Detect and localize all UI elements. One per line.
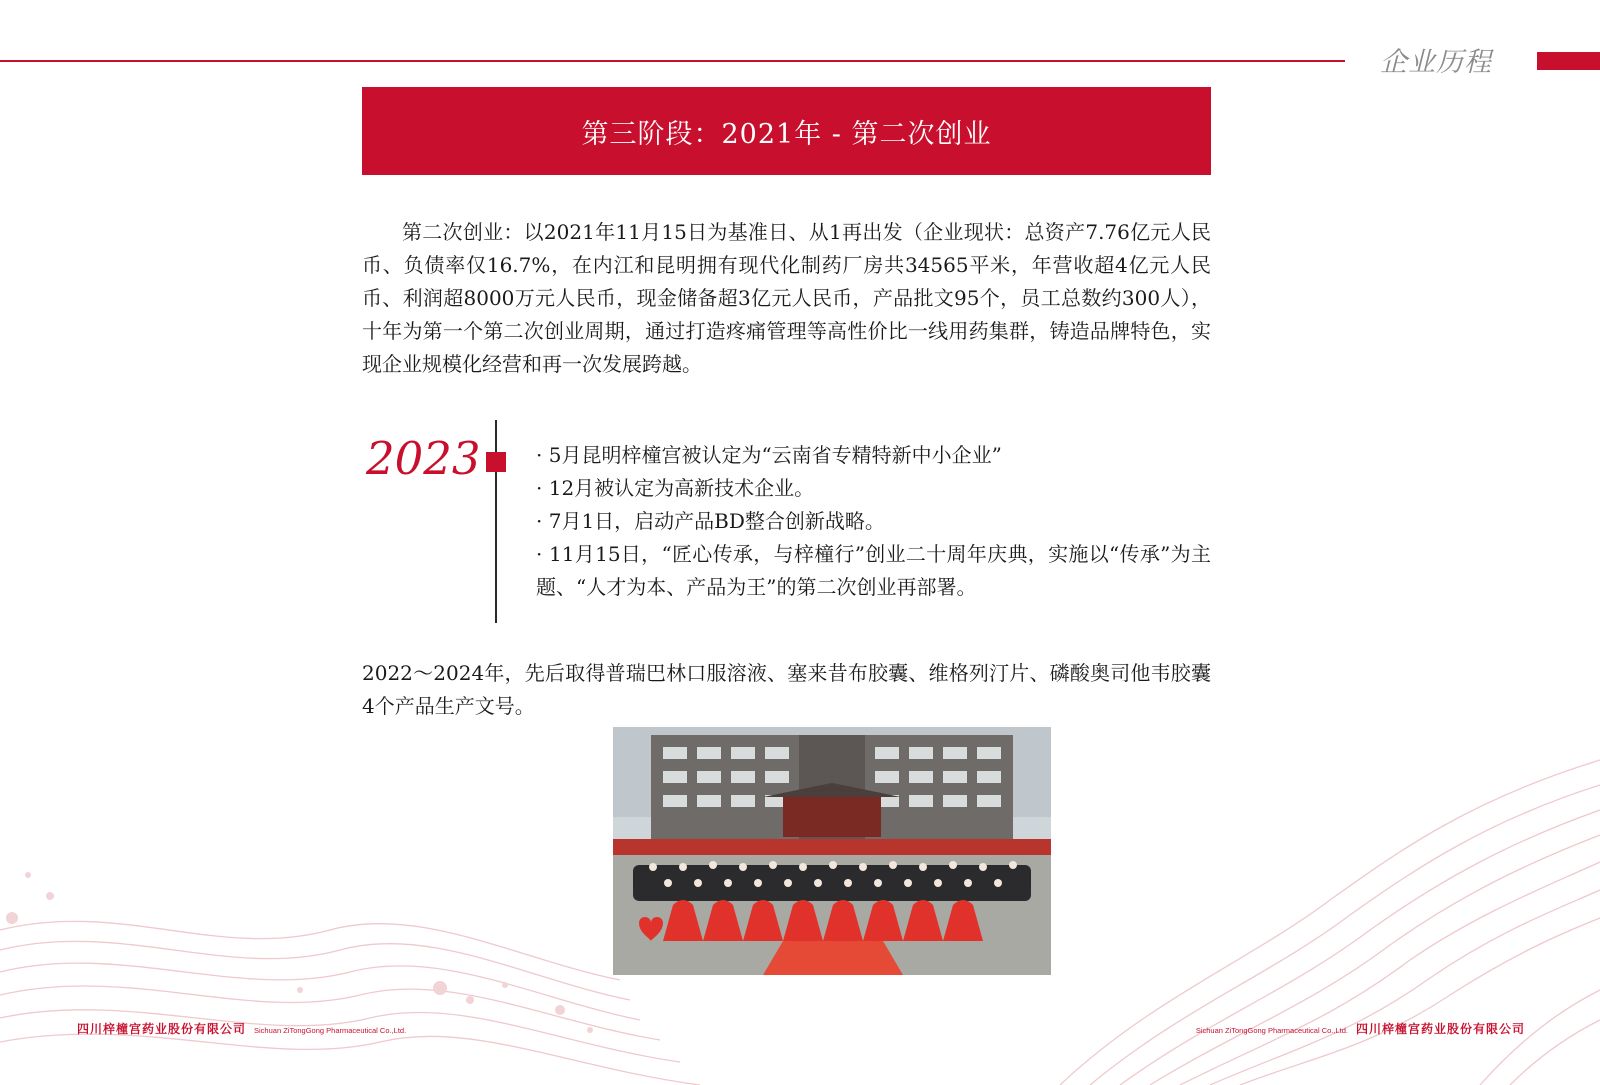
footer-right (1196, 1020, 1525, 1037)
footer-company-en: Sichuan ZiTongGong Pharmaceutical Co.,Ltd. (1195, 1026, 1348, 1035)
corner-accent-bar (1537, 52, 1600, 70)
timeline-marker (486, 452, 506, 472)
footer-company-en: Sichuan ZiTongGong Pharmaceutical Co.,Ltd. (254, 1026, 407, 1035)
timeline-line (495, 420, 497, 623)
footer-company-cn: 四川梓橦宫药业股份有限公司 (1355, 1022, 1525, 1036)
timeline-year: 2023 (366, 432, 481, 485)
summary-paragraph: 2022～2024年，先后取得普瑞巴林口服溶液、塞来昔布胶囊、维格列汀片、磷酸奥司他韦胶囊4个产品生产文号。 (362, 661, 1211, 718)
timeline-event: · 7月1日，启动产品BD整合创新战略。 (536, 509, 885, 533)
timeline-event: · 11月15日，“匠心传承，与梓橦行”创业二十周年庆典，实施以“传承”为主题、“人才为本、产品为王”的第二次创业再部署。 (536, 542, 1211, 599)
stage-banner (362, 87, 1211, 175)
timeline-events (536, 439, 1211, 604)
top-rule (0, 60, 1345, 62)
footer-company-cn: 四川梓橦宫药业股份有限公司 (77, 1022, 247, 1036)
section-title: 企业历程 (1380, 47, 1492, 78)
group-photo (613, 727, 1051, 975)
group-photo-illustration (613, 727, 1051, 975)
intro-paragraph: 第二次创业：以2021年11月15日为基准日、从1再出发（企业现状：总资产7.76亿元人民币、负债率仅16.7%，在内江和昆明拥有现代化制药厂房共34565平米，年营收超4亿元人民币、利润超8000万元人民币，现金储备超3亿元人民币，产品批文95个，员工总数约300人），十年为第一个第二次创业周期，通过打造疼痛管理等高性价比一线用药集群，铸造品牌特色，实现企业规模化经营和再一次发展跨越。 (362, 220, 1211, 376)
stage-title: 第三阶段：2021年 - 第二次创业 (581, 118, 992, 150)
footer-left (77, 1020, 406, 1037)
timeline-event: · 5月昆明梓橦宫被认定为“云南省专精特新中小企业” (536, 443, 1002, 467)
timeline-event: · 12月被认定为高新技术企业。 (536, 476, 815, 500)
